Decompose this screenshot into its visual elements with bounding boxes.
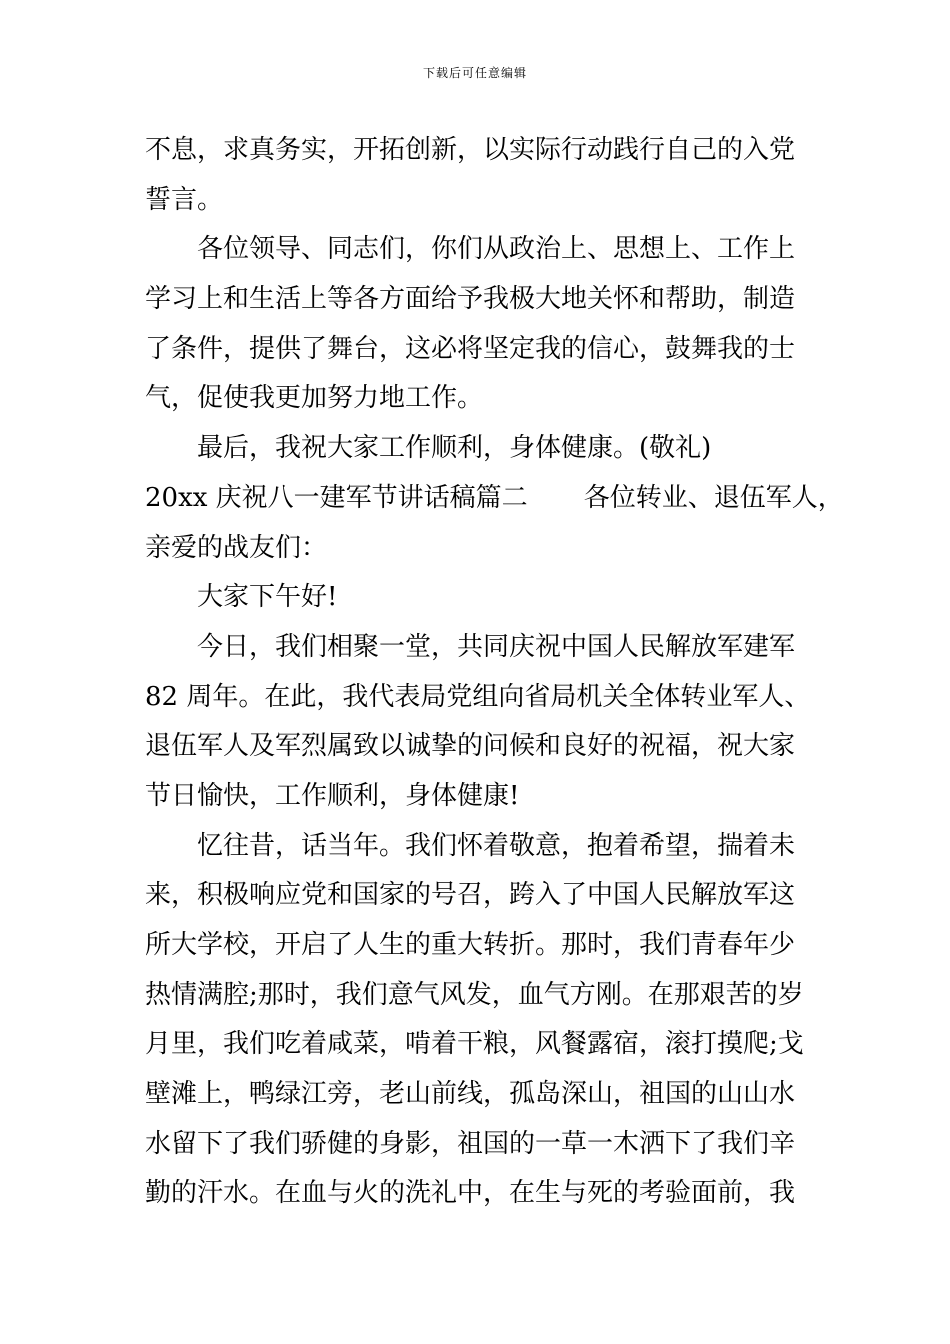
text-line: 誓言。 (145, 184, 224, 215)
salutation: 各位转业、退伍军人， (583, 482, 844, 513)
text-line: 忆往昔，话当年。我们怀着敬意，抱着希望，揣着未 (197, 830, 796, 861)
text-line: 亲爱的战友们： (145, 532, 328, 563)
text-line: 学习上和生活上等各方面给予我极大地关怀和帮助，制造 (145, 284, 796, 315)
text-line: 壁滩上，鸭绿江旁，老山前线，孤岛深山，祖国的山山水 (145, 1079, 796, 1110)
section-title: 20xx 庆祝八一建军节讲话稿篇二 (145, 482, 528, 513)
page-header-note: 下载后可任意编辑 (422, 66, 527, 80)
text-line: 所大学校，开启了人生的重大转折。那时，我们青春年少 (145, 930, 796, 960)
text-line: 来，积极响应党和国家的号召，跨入了中国人民解放军这 (145, 880, 796, 911)
text-line: 水留下了我们骄健的身影，祖国的一草一木洒下了我们辛 (145, 1128, 796, 1159)
text-line: 最后，我祝大家工作顺利，身体健康。(敬礼) (197, 433, 712, 464)
text-line: 各位领导、同志们，你们从政治上、思想上、工作上 (197, 234, 796, 265)
text-line: 勤的汗水。在血与火的洗礼中，在生与死的考验面前，我 (145, 1178, 796, 1209)
text-line: 月里，我们吃着咸菜，啃着干粮，风餐露宿，滚打摸爬;戈 (145, 1029, 804, 1060)
text-line: 节日愉快，工作顺利，身体健康! (145, 780, 520, 811)
text-line: 82 周年。在此，我代表局党组向省局机关全体转业军人、 (145, 681, 811, 712)
text-line: 热情满腔;那时，我们意气风发，血气方刚。在那艰苦的岁 (145, 979, 804, 1010)
section-title-line (145, 474, 844, 524)
text-line: 退伍军人及军烈属致以诚挚的问候和良好的祝福，祝大家 (145, 731, 796, 762)
text-line: 今日，我们相聚一堂，共同庆祝中国人民解放军建军 (197, 631, 796, 662)
text-line: 不息，求真务实，开拓创新，以实际行动践行自己的入党 (145, 135, 796, 165)
text-line: 了条件，提供了舞台，这必将坚定我的信心，鼓舞我的士 (145, 333, 796, 364)
document-body (145, 126, 844, 1219)
text-line: 大家下午好! (197, 582, 338, 613)
text-line: 气，促使我更加努力地工作。 (145, 383, 484, 414)
